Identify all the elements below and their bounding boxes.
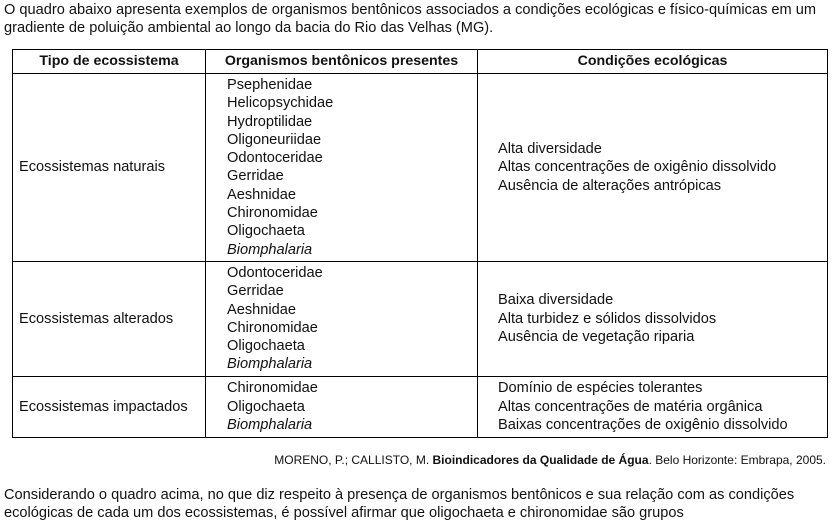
ecosystem-type-cell: Ecossistemas impactados [13,376,206,437]
organisms-cell [206,261,478,376]
condition-item: Alta turbidez e sólidos dissolvidos [498,310,717,327]
organism-item: Hydroptilidae [227,113,313,130]
conditions-cell [478,376,828,437]
organism-item: Oligochaeta [227,338,305,355]
organism-item: Odontoceridae [227,264,323,281]
ecosystem-type-cell: Ecossistemas naturais [13,74,206,262]
condition-item: Altas concentrações de matéria orgânica [498,398,763,415]
conditions-cell [478,74,828,262]
organism-item: Aeshnidae [227,301,296,318]
organism-item: Chironomidae [227,380,318,397]
benthic-table [12,49,828,438]
organism-item: Chironomidae [227,319,318,336]
condition-item: Baixa diversidade [498,292,614,309]
condition-item: Ausência de vegetação riparia [498,329,695,345]
conditions-cell [478,261,828,376]
organism-item: Biomphalaria [227,241,313,258]
table-row-impacted [13,376,828,437]
ecosystem-type-cell: Ecossistemas alterados [13,261,206,376]
citation-authors: MORENO, P.; CALLISTO, M. [274,453,430,467]
organism-item: Aeshnidae [227,186,296,203]
condition-item: Domínio de espécies tolerantes [498,380,703,397]
header-ecosystem-type: Tipo de ecossistema [13,50,206,74]
organism-item: Chironomidae [227,205,318,222]
header-conditions: Condições ecológicas [478,50,828,74]
condition-item: Altas concentrações de oxigênio dissolvido [498,159,777,176]
citation [274,453,826,467]
organism-item: Oligoneuriidae [227,131,322,148]
table-row-natural [13,74,828,262]
organism-item: Biomphalaria [227,416,313,433]
organism-item: Odontoceridae [227,150,323,167]
intro-text: O quadro abaixo apresenta exemplos de organismos bentônicos associados a condições ecológicas e físico-químicas em um gradiente de poluição ambiental ao longo da bacia do Rio das Velhas (MG). [4,2,817,36]
organism-item: Psephenidae [227,77,313,93]
organisms-cell [206,376,478,437]
table-row-altered [13,261,828,376]
condition-item: Baixas concentrações de oxigênio dissolvido [498,416,788,433]
organism-item: Gerridae [227,283,284,300]
organisms-cell [206,74,478,262]
organism-item: Oligochaeta [227,398,305,415]
organism-item: Biomphalaria [227,356,313,373]
header-organisms: Organismos bentônicos presentes [206,50,478,74]
organism-item: Gerridae [227,168,284,185]
citation-publisher: . Belo Horizonte: Embrapa, 2005. [648,453,826,467]
question-text: Considerando o quadro acima, no que diz respeito à presença de organismos bentônicos e sua relação com as condições ecológicas de cada um dos ecossistemas, é possível afirmar que oligochaeta e chironomidae são grupos [4,487,795,521]
condition-item: Alta diversidade [498,141,602,158]
organism-item: Helicopsychidae [227,95,334,112]
organism-item: Oligochaeta [227,223,305,240]
citation-title: Bioindicadores da Qualidade de Água [432,453,649,467]
table-header-row [13,50,828,74]
condition-item: Ausência de alterações antrópicas [498,177,722,194]
